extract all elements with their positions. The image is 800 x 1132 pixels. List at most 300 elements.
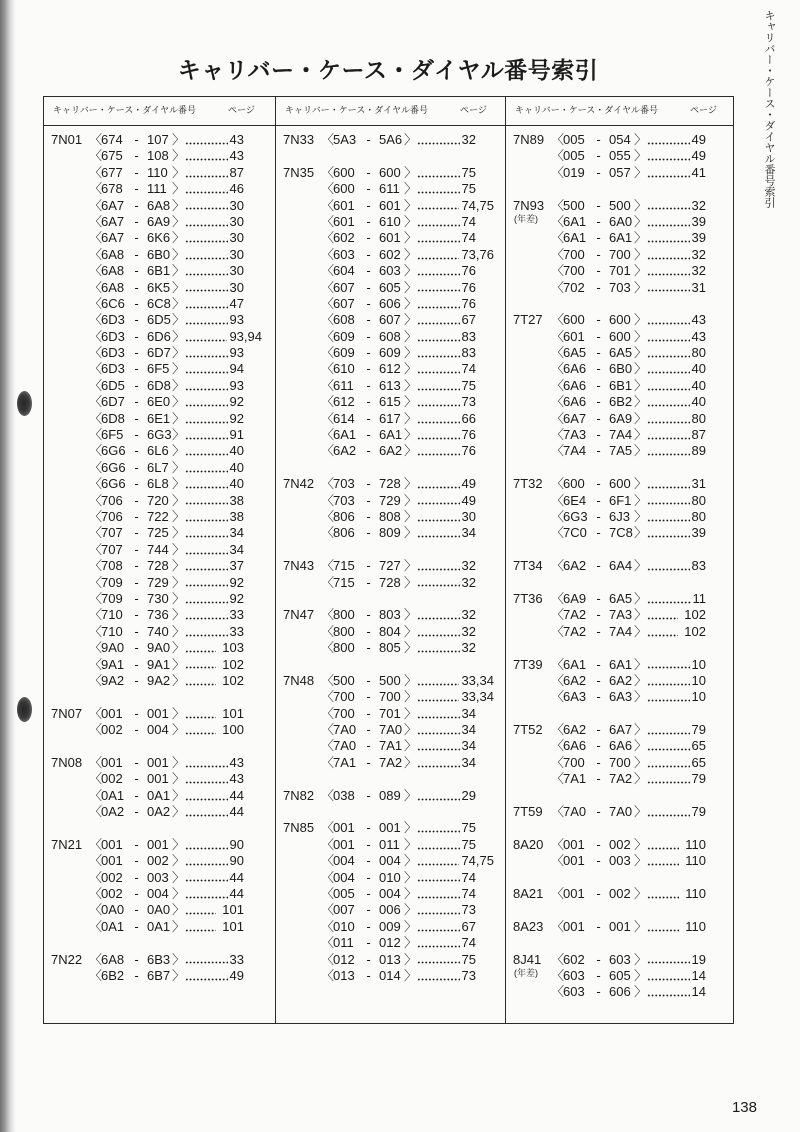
dot-leader: [185, 929, 216, 932]
page-reference: 103: [222, 640, 244, 656]
number-separator: -: [366, 246, 371, 262]
bracket-open: 〈: [321, 427, 335, 443]
index-entry: [51, 558, 244, 574]
case-number: 708: [101, 558, 123, 574]
bracket-close: 〉: [404, 722, 418, 738]
case-number: 6D3: [101, 345, 125, 361]
dot-leader: [185, 273, 228, 276]
dial-number: 605: [379, 279, 401, 295]
index-entry: [513, 411, 706, 427]
caliber-code-cell: [283, 788, 321, 804]
case-number: 675: [101, 148, 123, 164]
dial-number: 6D5: [147, 312, 171, 328]
bracket-close: 〉: [172, 459, 186, 475]
bracket-open: 〈: [321, 181, 335, 197]
case-number: 6D8: [101, 410, 125, 426]
dot-leader: [417, 978, 460, 981]
number-separator: -: [366, 295, 371, 311]
index-entry: [283, 558, 476, 574]
dial-number: 089: [379, 787, 401, 803]
column-header-key: キャリバー・ケース・ダイヤル番号: [285, 105, 429, 115]
number-separator: -: [366, 853, 371, 869]
number-separator: -: [366, 951, 371, 967]
case-number: 602: [333, 230, 355, 246]
number-separator: -: [134, 476, 139, 492]
dot-leader: [417, 617, 460, 620]
bracket-open: 〈: [551, 230, 565, 246]
bracket-open: 〈: [89, 804, 103, 820]
bracket-close: 〉: [634, 427, 648, 443]
bracket-open: 〈: [321, 230, 335, 246]
caliber-group: [51, 706, 275, 739]
index-entry: [283, 624, 476, 640]
case-number: 609: [333, 345, 355, 361]
dot-leader: [647, 339, 690, 342]
bracket-close: 〉: [634, 918, 648, 934]
group-spacer: [513, 460, 733, 476]
index-entry: [513, 525, 706, 541]
case-number: 700: [333, 689, 355, 705]
number-separator: -: [134, 213, 139, 229]
dial-number: 6C8: [147, 295, 171, 311]
page-reference: 83: [461, 328, 476, 344]
bracket-close: 〉: [404, 935, 418, 951]
case-number: 603: [333, 246, 355, 262]
bracket-close: 〉: [172, 541, 186, 557]
bracket-close: 〉: [404, 967, 418, 983]
bracket-close: 〉: [634, 525, 648, 541]
index-entry: [283, 230, 476, 246]
index-entry: [51, 886, 244, 902]
index-entry: [51, 427, 244, 443]
number-separator: -: [134, 164, 139, 180]
bracket-close: 〉: [634, 672, 648, 688]
dot-leader: [647, 683, 690, 686]
page-reference: 80: [691, 345, 706, 361]
dial-number: 736: [147, 607, 169, 623]
number-separator: -: [366, 213, 371, 229]
number-separator: -: [134, 787, 139, 803]
number-separator: -: [134, 607, 139, 623]
dot-leader: [417, 683, 459, 686]
bracket-open: 〈: [321, 885, 335, 901]
bracket-open: 〈: [89, 132, 103, 147]
dial-number: 607: [379, 312, 401, 328]
bracket-open: 〈: [89, 869, 103, 885]
number-separator: -: [134, 410, 139, 426]
page-reference: 100: [222, 722, 244, 738]
bracket-close: 〉: [172, 197, 186, 213]
caliber-code-cell: [51, 952, 89, 968]
dot-leader: [647, 453, 690, 456]
dot-leader: [185, 404, 228, 407]
bracket-open: 〈: [321, 836, 335, 852]
number-separator: -: [596, 967, 601, 983]
index-entry: [513, 132, 706, 148]
dot-leader: [647, 568, 690, 571]
case-number: 6A2: [563, 722, 587, 738]
page-reference: 94: [229, 361, 244, 377]
bracket-open: 〈: [551, 410, 565, 426]
bracket-open: 〈: [321, 705, 335, 721]
dial-number: 600: [609, 328, 631, 344]
bracket-close: 〉: [172, 164, 186, 180]
group-spacer: [283, 542, 505, 558]
bracket-close: 〉: [172, 246, 186, 262]
bracket-close: 〉: [634, 656, 648, 672]
page-reference: 33: [229, 607, 244, 623]
number-separator: -: [596, 361, 601, 377]
dot-leader: [647, 388, 690, 391]
caliber-code-cell: [283, 165, 321, 181]
number-separator: -: [134, 197, 139, 213]
page-reference: 49: [691, 148, 706, 164]
number-separator: -: [366, 869, 371, 885]
bracket-close: 〉: [172, 902, 186, 918]
bracket-close: 〉: [634, 853, 648, 869]
dial-number: 6D6: [147, 328, 171, 344]
dial-number: 001: [147, 705, 169, 721]
bracket-close: 〉: [404, 853, 418, 869]
bracket-close: 〉: [404, 640, 418, 656]
number-separator: -: [134, 705, 139, 721]
dot-leader: [417, 191, 460, 194]
caliber-code-cell: [51, 132, 89, 148]
number-separator: -: [596, 410, 601, 426]
caliber-code-cell: [51, 706, 89, 722]
caliber-code: 7T59: [513, 804, 543, 820]
number-separator: -: [596, 607, 601, 623]
dot-leader: [417, 404, 460, 407]
dial-number: 111: [147, 181, 167, 197]
number-separator: -: [134, 295, 139, 311]
number-separator: -: [596, 213, 601, 229]
number-separator: -: [134, 902, 139, 918]
index-entry: [283, 427, 476, 443]
dial-number: 001: [379, 820, 401, 836]
bracket-close: 〉: [172, 607, 186, 623]
dial-number: 110: [147, 164, 168, 180]
number-separator: -: [366, 345, 371, 361]
number-separator: -: [366, 279, 371, 295]
bracket-open: 〈: [551, 853, 565, 869]
bracket-open: 〈: [551, 951, 565, 967]
page-reference: 11: [692, 590, 706, 606]
group-spacer: [513, 296, 733, 312]
index-entry: [51, 247, 244, 263]
dot-leader: [417, 257, 459, 260]
dial-number: 6B7: [147, 967, 171, 983]
dot-leader: [417, 142, 460, 145]
number-separator: -: [134, 754, 139, 770]
dot-leader: [417, 650, 460, 653]
page-reference: 14: [691, 984, 706, 1000]
bracket-open: 〈: [89, 279, 103, 295]
index-entry: [51, 165, 244, 181]
dial-number: 014: [379, 967, 401, 983]
index-entry: [51, 755, 244, 771]
dot-leader: [185, 502, 228, 505]
bracket-close: 〉: [404, 508, 418, 524]
dot-leader: [185, 240, 228, 243]
bracket-close: 〉: [172, 213, 186, 229]
case-number: 6A1: [563, 230, 587, 246]
number-separator: -: [596, 377, 601, 393]
caliber-code-cell: [513, 722, 551, 738]
case-number: 6D3: [101, 328, 125, 344]
bracket-open: 〈: [551, 738, 565, 754]
bracket-close: 〉: [172, 951, 186, 967]
case-number: 700: [563, 754, 585, 770]
dot-leader: [417, 535, 460, 538]
dial-number: 6F5: [147, 361, 170, 377]
index-entry: [283, 329, 476, 345]
dot-leader: [647, 994, 690, 997]
page-reference: 49: [691, 132, 706, 147]
index-entry: [51, 673, 244, 689]
page-reference: 75: [461, 836, 476, 852]
case-number: 7A1: [563, 771, 587, 787]
dot-leader: [185, 634, 228, 637]
bracket-close: 〉: [172, 885, 186, 901]
page-reference: 74: [461, 230, 476, 246]
bracket-close: 〉: [172, 492, 186, 508]
bracket-open: 〈: [321, 295, 335, 311]
number-separator: -: [366, 230, 371, 246]
group-spacer: [283, 148, 505, 164]
case-number: 9A2: [101, 672, 125, 688]
number-separator: -: [134, 656, 139, 672]
number-separator: -: [134, 181, 139, 197]
group-spacer: [283, 657, 505, 673]
case-number: 6A2: [563, 558, 587, 574]
number-separator: -: [596, 804, 601, 820]
dial-number: 701: [609, 263, 631, 279]
dial-number: 6G3: [147, 427, 172, 443]
index-entry: [51, 542, 244, 558]
index-entry: [513, 263, 706, 279]
page-reference: 83: [691, 558, 706, 574]
bracket-close: 〉: [404, 246, 418, 262]
case-number: 700: [563, 263, 585, 279]
caliber-group: [513, 132, 733, 181]
case-number: 706: [101, 508, 123, 524]
case-number: 6A9: [563, 590, 587, 606]
bracket-open: 〈: [89, 164, 103, 180]
dial-number: 500: [379, 672, 401, 688]
dot-leader: [185, 552, 228, 555]
dial-number: 703: [609, 279, 631, 295]
column-header-page: ページ: [228, 105, 255, 115]
column-header: [276, 97, 505, 126]
case-number: 001: [563, 853, 585, 869]
index-entry: [51, 443, 244, 459]
dial-number: 6A9: [609, 410, 633, 426]
index-entry: [513, 837, 706, 853]
bracket-open: 〈: [551, 885, 565, 901]
caliber-code: 7T52: [513, 722, 543, 738]
index-entry: [51, 788, 244, 804]
index-entry: [513, 624, 706, 640]
bracket-open: 〈: [551, 246, 565, 262]
index-entry: [283, 263, 476, 279]
bracket-close: 〉: [172, 508, 186, 524]
bracket-close: 〉: [634, 885, 648, 901]
dial-number: 6A2: [609, 672, 633, 688]
dot-leader: [185, 765, 228, 768]
bracket-close: 〉: [404, 558, 418, 574]
group-spacer: [513, 542, 733, 558]
dial-number: 0A0: [147, 902, 171, 918]
bracket-open: 〈: [551, 263, 565, 279]
page-reference: 101: [222, 902, 244, 918]
page-reference: 14: [691, 967, 706, 983]
index-entry: [51, 771, 244, 787]
caliber-code: 7T36: [513, 590, 543, 606]
dial-number: 613: [379, 377, 401, 393]
case-number: 9A0: [101, 640, 125, 656]
dot-leader: [647, 519, 690, 522]
dial-number: 6A7: [609, 722, 633, 738]
bracket-open: 〈: [551, 804, 565, 820]
caliber-code-cell: [51, 837, 89, 853]
page-reference: 110: [685, 853, 706, 869]
case-number: 709: [101, 574, 123, 590]
bracket-close: 〉: [172, 656, 186, 672]
dial-number: 6A3: [609, 689, 633, 705]
number-separator: -: [596, 689, 601, 705]
bracket-close: 〉: [404, 443, 418, 459]
bracket-close: 〉: [404, 951, 418, 967]
bracket-open: 〈: [321, 820, 335, 836]
bracket-open: 〈: [551, 525, 565, 541]
bracket-open: 〈: [321, 967, 335, 983]
dot-leader: [185, 175, 228, 178]
number-separator: -: [134, 443, 139, 459]
dial-number: 6A0: [609, 213, 633, 229]
page-reference: 75: [461, 820, 476, 836]
index-entry: [513, 476, 706, 492]
dot-leader: [185, 978, 228, 981]
group-spacer: [513, 181, 733, 197]
page-reference: 40: [229, 443, 244, 459]
page-reference: 33: [229, 623, 244, 639]
index-entry: [51, 870, 244, 886]
number-separator: -: [134, 771, 139, 787]
number-separator: -: [596, 754, 601, 770]
side-index-tab: キャリバー・ケース・ダイヤル番号索引: [763, 10, 775, 208]
dial-number: 720: [147, 492, 169, 508]
number-separator: -: [596, 558, 601, 574]
index-entry: [51, 952, 244, 968]
page-reference: 76: [461, 443, 476, 459]
page-reference: 31: [691, 279, 706, 295]
number-separator: -: [366, 689, 371, 705]
dot-leader: [185, 306, 228, 309]
bracket-open: 〈: [551, 148, 565, 164]
number-separator: -: [134, 967, 139, 983]
page-reference: 74: [461, 361, 476, 377]
caliber-group: [513, 657, 733, 706]
dial-number: 6A8: [147, 197, 171, 213]
bracket-open: 〈: [89, 902, 103, 918]
caliber-code: 7N89: [513, 132, 545, 147]
index-entry: [513, 345, 706, 361]
bracket-open: 〈: [551, 394, 565, 410]
page-reference: 80: [691, 410, 706, 426]
page-reference: 43: [229, 148, 244, 164]
bracket-open: 〈: [89, 771, 103, 787]
page-reference: 33,34: [461, 689, 494, 705]
index-entry: [51, 706, 244, 722]
bracket-close: 〉: [404, 213, 418, 229]
bracket-open: 〈: [321, 689, 335, 705]
case-number: 7A0: [333, 738, 357, 754]
page-reference: 43: [691, 328, 706, 344]
dot-leader: [417, 912, 460, 915]
dot-leader: [647, 404, 690, 407]
case-number: 6A2: [333, 443, 357, 459]
dot-leader: [185, 847, 228, 850]
case-number: 700: [333, 705, 355, 721]
case-number: 600: [333, 164, 355, 180]
dial-number: 744: [147, 541, 169, 557]
case-number: 011: [333, 935, 354, 951]
bracket-close: 〉: [634, 148, 648, 164]
dot-leader: [647, 961, 690, 964]
index-entry: [513, 722, 706, 738]
bracket-close: 〉: [404, 836, 418, 852]
bracket-close: 〉: [634, 738, 648, 754]
page-reference: 31: [691, 476, 706, 492]
page-reference: 32: [461, 132, 476, 147]
bracket-close: 〉: [172, 476, 186, 492]
page-reference: 49: [229, 967, 244, 983]
caliber-group: [513, 886, 733, 902]
case-number: 6D3: [101, 361, 125, 377]
number-separator: -: [596, 148, 601, 164]
page-reference: 30: [229, 279, 244, 295]
caliber-code: 7N35: [283, 164, 315, 180]
page-reference: 110: [685, 836, 706, 852]
number-separator: -: [366, 476, 371, 492]
dot-leader: [185, 470, 228, 473]
dial-number: 6A1: [609, 656, 633, 672]
dot-leader: [647, 486, 690, 489]
index-entry: [283, 952, 476, 968]
dot-leader: [647, 617, 678, 620]
index-entry: [51, 837, 244, 853]
number-separator: -: [134, 558, 139, 574]
case-number: 6A1: [563, 213, 587, 229]
number-separator: -: [134, 279, 139, 295]
bracket-open: 〈: [551, 164, 565, 180]
number-separator: -: [596, 672, 601, 688]
case-number: 004: [333, 869, 355, 885]
page-reference: 89: [691, 443, 706, 459]
number-separator: -: [366, 427, 371, 443]
case-number: 002: [101, 771, 123, 787]
caliber-group: [283, 820, 505, 984]
dial-number: 6K5: [147, 279, 171, 295]
dial-number: 002: [147, 853, 169, 869]
page-reference: 80: [691, 492, 706, 508]
bracket-open: 〈: [551, 607, 565, 623]
bracket-open: 〈: [89, 623, 103, 639]
page-reference: 10: [691, 672, 706, 688]
number-separator: -: [366, 918, 371, 934]
case-number: 001: [101, 836, 123, 852]
